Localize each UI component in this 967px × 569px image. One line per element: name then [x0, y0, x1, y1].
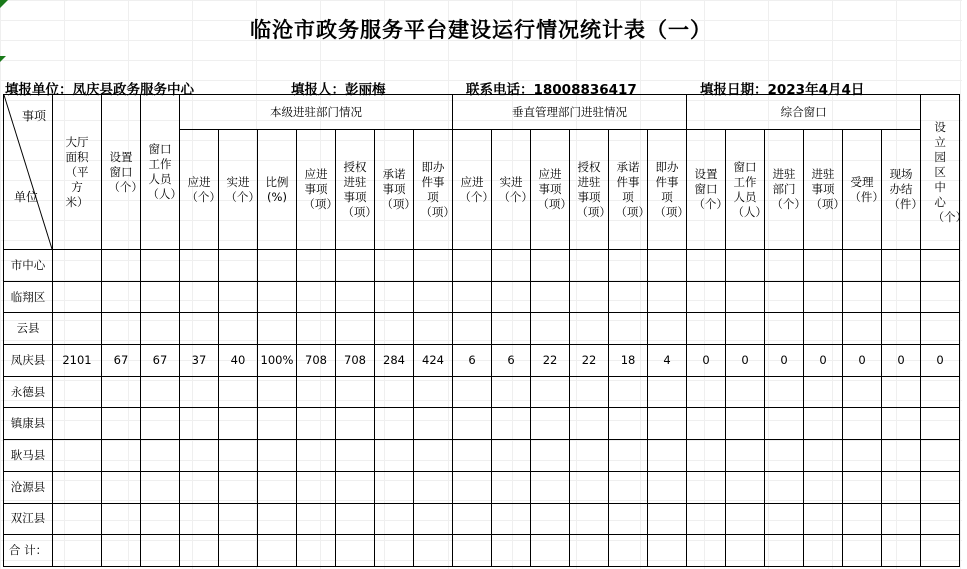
- data-cell[interactable]: [531, 313, 570, 345]
- data-cell[interactable]: [570, 503, 609, 535]
- sub-header-local: 即办件事项（项）: [414, 130, 453, 250]
- data-cell[interactable]: [765, 503, 804, 535]
- data-cell[interactable]: [804, 281, 843, 313]
- data-cell[interactable]: [180, 313, 219, 345]
- data-cell[interactable]: [375, 250, 414, 282]
- table-row: [4, 503, 960, 535]
- data-cell[interactable]: [570, 408, 609, 440]
- data-cell[interactable]: [53, 535, 102, 567]
- sub-header-window: 受理（件）: [843, 130, 882, 250]
- data-cell[interactable]: [453, 376, 492, 408]
- sub-header-vertical: 即办件事项（项）: [648, 130, 687, 250]
- sub-header-window: 现场办结（件）: [882, 130, 921, 250]
- sub-header-window: 进驻事项（项）: [804, 130, 843, 250]
- data-cell[interactable]: [843, 281, 882, 313]
- data-cell[interactable]: [375, 471, 414, 503]
- data-cell[interactable]: [414, 376, 453, 408]
- data-cell[interactable]: [765, 408, 804, 440]
- data-cell[interactable]: [531, 250, 570, 282]
- data-cell[interactable]: [141, 313, 180, 345]
- data-cell[interactable]: [804, 440, 843, 472]
- data-cell[interactable]: [336, 503, 375, 535]
- data-cell[interactable]: [102, 440, 141, 472]
- data-cell[interactable]: [570, 376, 609, 408]
- data-cell[interactable]: [570, 313, 609, 345]
- sub-header-local: 承诺事项（项）: [375, 130, 414, 250]
- sub-header-vertical: 应进（个）: [453, 130, 492, 250]
- data-cell[interactable]: [882, 471, 921, 503]
- data-cell[interactable]: [843, 313, 882, 345]
- data-cell[interactable]: [609, 471, 648, 503]
- data-cell[interactable]: [609, 440, 648, 472]
- data-cell[interactable]: [258, 440, 297, 472]
- data-cell[interactable]: [141, 250, 180, 282]
- data-cell[interactable]: [531, 281, 570, 313]
- data-cell[interactable]: [53, 281, 102, 313]
- data-cell[interactable]: [687, 408, 726, 440]
- data-cell[interactable]: [141, 408, 180, 440]
- data-cell[interactable]: [492, 408, 531, 440]
- table-row: [4, 345, 960, 377]
- data-cell[interactable]: [414, 250, 453, 282]
- data-cell[interactable]: 22: [570, 345, 609, 377]
- data-cell[interactable]: [648, 503, 687, 535]
- data-cell[interactable]: [804, 376, 843, 408]
- data-cell[interactable]: [297, 376, 336, 408]
- data-cell[interactable]: 18: [609, 345, 648, 377]
- data-cell[interactable]: [609, 535, 648, 567]
- data-cell[interactable]: [414, 535, 453, 567]
- sub-header-local: 授权进驻事项（项）: [336, 130, 375, 250]
- data-cell[interactable]: [492, 440, 531, 472]
- contact-phone: 联系电话：18008836417: [466, 82, 637, 98]
- data-cell[interactable]: [726, 503, 765, 535]
- data-cell[interactable]: [648, 376, 687, 408]
- data-cell[interactable]: [804, 250, 843, 282]
- sub-header-local: 比例(%): [258, 130, 297, 250]
- data-cell[interactable]: 6: [453, 345, 492, 377]
- table-row: [4, 471, 960, 503]
- data-cell[interactable]: [297, 471, 336, 503]
- data-cell[interactable]: [414, 503, 453, 535]
- row-unit-name[interactable]: 市中心: [4, 250, 53, 282]
- data-cell[interactable]: 0: [843, 345, 882, 377]
- data-cell[interactable]: [570, 281, 609, 313]
- data-cell[interactable]: [648, 440, 687, 472]
- group-local-departments: 本级进驻部门情况: [180, 95, 453, 130]
- data-cell[interactable]: [258, 408, 297, 440]
- group-vertical-departments: 垂直管理部门进驻情况: [453, 95, 687, 130]
- data-cell[interactable]: [882, 376, 921, 408]
- data-cell[interactable]: [609, 408, 648, 440]
- data-cell[interactable]: [882, 250, 921, 282]
- data-cell[interactable]: [102, 313, 141, 345]
- sub-header-local: 应进（个）: [180, 130, 219, 250]
- data-cell[interactable]: [843, 376, 882, 408]
- data-cell[interactable]: [102, 250, 141, 282]
- row-unit-name[interactable]: 云县: [4, 313, 53, 345]
- data-cell[interactable]: [843, 408, 882, 440]
- data-cell[interactable]: [687, 440, 726, 472]
- data-cell[interactable]: [258, 281, 297, 313]
- data-cell[interactable]: [453, 535, 492, 567]
- data-cell[interactable]: [219, 313, 258, 345]
- data-cell[interactable]: [687, 281, 726, 313]
- data-cell[interactable]: 67: [141, 345, 180, 377]
- data-cell[interactable]: [297, 313, 336, 345]
- data-cell[interactable]: [687, 503, 726, 535]
- data-cell[interactable]: [53, 376, 102, 408]
- data-cell[interactable]: [53, 503, 102, 535]
- data-cell[interactable]: [414, 313, 453, 345]
- data-cell[interactable]: [492, 471, 531, 503]
- header-windows: 设置窗口（个）: [102, 95, 141, 250]
- data-cell[interactable]: [531, 408, 570, 440]
- data-cell[interactable]: [180, 440, 219, 472]
- data-cell[interactable]: [726, 281, 765, 313]
- sub-header-window: 设置窗口（个）: [687, 130, 726, 250]
- data-cell[interactable]: [453, 471, 492, 503]
- data-cell[interactable]: [726, 313, 765, 345]
- corner-header-cell: [4, 95, 53, 250]
- data-cell[interactable]: [843, 440, 882, 472]
- sub-header-vertical: 应进事项（项）: [531, 130, 570, 250]
- data-cell[interactable]: [297, 503, 336, 535]
- data-cell[interactable]: [765, 250, 804, 282]
- sub-header-window: 窗口工作人员（人）: [726, 130, 765, 250]
- data-cell[interactable]: [648, 408, 687, 440]
- data-cell[interactable]: [297, 408, 336, 440]
- header-window-staff: 窗口工作人员（人）: [141, 95, 180, 250]
- data-cell[interactable]: [609, 281, 648, 313]
- data-cell[interactable]: [765, 376, 804, 408]
- data-cell[interactable]: [141, 376, 180, 408]
- select-all-corner[interactable]: [0, 0, 8, 8]
- sub-header-local: 实进（个）: [219, 130, 258, 250]
- page-title: 临沧市政务服务平台建设运行情况统计表（一）: [250, 18, 712, 42]
- data-cell[interactable]: [53, 250, 102, 282]
- data-cell[interactable]: [804, 471, 843, 503]
- group-comprehensive-window: 综合窗口: [687, 95, 921, 130]
- data-cell[interactable]: [726, 440, 765, 472]
- data-cell[interactable]: [687, 376, 726, 408]
- data-cell[interactable]: [414, 440, 453, 472]
- data-cell[interactable]: [609, 313, 648, 345]
- data-cell[interactable]: [53, 408, 102, 440]
- header-park-centers: 设立园区中心（个）: [921, 95, 960, 250]
- data-cell[interactable]: [609, 376, 648, 408]
- data-cell[interactable]: 67: [102, 345, 141, 377]
- data-cell[interactable]: [609, 503, 648, 535]
- data-cell[interactable]: [219, 408, 258, 440]
- data-cell[interactable]: [882, 440, 921, 472]
- data-cell[interactable]: [921, 313, 960, 345]
- table-row: [4, 250, 960, 282]
- data-cell[interactable]: [882, 313, 921, 345]
- data-cell[interactable]: [804, 535, 843, 567]
- data-cell[interactable]: [921, 281, 960, 313]
- fill-date: 填报日期：2023年4月4日: [700, 82, 865, 98]
- data-cell[interactable]: [219, 376, 258, 408]
- data-cell[interactable]: [765, 440, 804, 472]
- data-cell[interactable]: [687, 535, 726, 567]
- data-cell[interactable]: [141, 471, 180, 503]
- data-cell[interactable]: [53, 440, 102, 472]
- data-cell[interactable]: [882, 408, 921, 440]
- data-cell[interactable]: [492, 535, 531, 567]
- fill-unit: 填报单位：凤庆县政务服务中心: [5, 82, 194, 98]
- data-cell[interactable]: [375, 313, 414, 345]
- data-cell[interactable]: [921, 471, 960, 503]
- data-cell[interactable]: [180, 408, 219, 440]
- data-cell[interactable]: [141, 281, 180, 313]
- row-unit-name[interactable]: 永德县: [4, 376, 53, 408]
- data-cell[interactable]: [141, 440, 180, 472]
- data-cell[interactable]: [570, 471, 609, 503]
- data-cell[interactable]: [765, 313, 804, 345]
- corner-items-label: 事项: [21, 109, 46, 123]
- data-cell[interactable]: [531, 471, 570, 503]
- data-cell[interactable]: 424: [414, 345, 453, 377]
- data-cell[interactable]: [141, 535, 180, 567]
- data-cell[interactable]: [375, 408, 414, 440]
- data-cell[interactable]: [180, 281, 219, 313]
- data-cell[interactable]: [726, 250, 765, 282]
- data-cell[interactable]: [804, 503, 843, 535]
- data-cell[interactable]: 708: [297, 345, 336, 377]
- data-cell[interactable]: 0: [804, 345, 843, 377]
- corner-unit-label: 单位: [14, 190, 39, 204]
- data-cell[interactable]: [726, 535, 765, 567]
- data-cell[interactable]: [375, 535, 414, 567]
- data-cell[interactable]: 0: [921, 345, 960, 377]
- data-cell[interactable]: [336, 408, 375, 440]
- data-cell[interactable]: [843, 535, 882, 567]
- data-cell[interactable]: [531, 535, 570, 567]
- data-cell[interactable]: [921, 440, 960, 472]
- data-cell[interactable]: [258, 503, 297, 535]
- table-row: [4, 313, 960, 345]
- sub-header-vertical: 授权进驻事项（项）: [570, 130, 609, 250]
- data-cell[interactable]: [336, 281, 375, 313]
- data-cell[interactable]: [804, 313, 843, 345]
- header-hall-area: 大厅面积（平方米）: [53, 95, 102, 250]
- data-cell[interactable]: 0: [882, 345, 921, 377]
- data-cell[interactable]: [375, 281, 414, 313]
- data-cell[interactable]: [882, 281, 921, 313]
- data-cell[interactable]: [492, 281, 531, 313]
- data-cell[interactable]: 284: [375, 345, 414, 377]
- data-cell[interactable]: [492, 313, 531, 345]
- data-cell[interactable]: [843, 503, 882, 535]
- data-cell[interactable]: [375, 503, 414, 535]
- data-cell[interactable]: [453, 313, 492, 345]
- data-cell[interactable]: 0: [765, 345, 804, 377]
- data-cell[interactable]: [687, 250, 726, 282]
- data-cell[interactable]: [843, 471, 882, 503]
- data-cell[interactable]: 2101: [53, 345, 102, 377]
- data-cell[interactable]: [336, 471, 375, 503]
- data-cell[interactable]: [219, 250, 258, 282]
- table-row: [4, 535, 960, 567]
- data-cell[interactable]: [648, 313, 687, 345]
- data-cell[interactable]: [648, 281, 687, 313]
- data-cell[interactable]: [648, 535, 687, 567]
- data-cell[interactable]: [882, 503, 921, 535]
- data-cell[interactable]: [726, 408, 765, 440]
- data-cell[interactable]: [414, 471, 453, 503]
- data-cell[interactable]: [687, 313, 726, 345]
- data-cell[interactable]: [453, 503, 492, 535]
- sub-header-vertical: 承诺件事项（项）: [609, 130, 648, 250]
- data-cell[interactable]: [765, 535, 804, 567]
- data-cell[interactable]: [570, 440, 609, 472]
- data-cell[interactable]: [180, 250, 219, 282]
- data-cell[interactable]: 6: [492, 345, 531, 377]
- data-cell[interactable]: [180, 503, 219, 535]
- data-cell[interactable]: 0: [726, 345, 765, 377]
- data-cell[interactable]: 4: [648, 345, 687, 377]
- data-cell[interactable]: [531, 440, 570, 472]
- data-cell[interactable]: [102, 281, 141, 313]
- data-cell[interactable]: [726, 376, 765, 408]
- data-cell[interactable]: [336, 376, 375, 408]
- statistics-table: [3, 94, 967, 567]
- data-cell[interactable]: [375, 376, 414, 408]
- data-cell[interactable]: [921, 408, 960, 440]
- data-cell[interactable]: [453, 408, 492, 440]
- data-cell[interactable]: [921, 376, 960, 408]
- row-unit-name[interactable]: 合 计：: [4, 535, 53, 567]
- data-cell[interactable]: [648, 250, 687, 282]
- row-unit-name[interactable]: 镇康县: [4, 408, 53, 440]
- data-cell[interactable]: [297, 281, 336, 313]
- data-cell[interactable]: [843, 250, 882, 282]
- data-cell[interactable]: [258, 250, 297, 282]
- data-cell[interactable]: [414, 408, 453, 440]
- data-cell[interactable]: [453, 281, 492, 313]
- table-row: [4, 440, 960, 472]
- data-cell[interactable]: [882, 535, 921, 567]
- data-cell[interactable]: [570, 250, 609, 282]
- data-cell[interactable]: [336, 313, 375, 345]
- table-row: [4, 408, 960, 440]
- data-cell[interactable]: [921, 250, 960, 282]
- row-unit-name[interactable]: 耿马县: [4, 440, 53, 472]
- data-cell[interactable]: [336, 440, 375, 472]
- data-cell[interactable]: [492, 250, 531, 282]
- data-cell[interactable]: [609, 250, 648, 282]
- data-cell[interactable]: [921, 535, 960, 567]
- data-cell[interactable]: [726, 471, 765, 503]
- data-cell[interactable]: [414, 281, 453, 313]
- data-cell[interactable]: [375, 440, 414, 472]
- data-cell[interactable]: [453, 440, 492, 472]
- data-cell[interactable]: [180, 376, 219, 408]
- data-cell[interactable]: [102, 535, 141, 567]
- data-cell[interactable]: [219, 503, 258, 535]
- row-marker: [0, 56, 6, 62]
- data-cell[interactable]: [648, 471, 687, 503]
- data-cell[interactable]: [921, 503, 960, 535]
- data-cell[interactable]: 40: [219, 345, 258, 377]
- data-cell[interactable]: [219, 471, 258, 503]
- data-cell[interactable]: [453, 250, 492, 282]
- data-cell[interactable]: [258, 471, 297, 503]
- data-cell[interactable]: [765, 471, 804, 503]
- data-cell[interactable]: 100%: [258, 345, 297, 377]
- data-cell[interactable]: [258, 376, 297, 408]
- data-cell[interactable]: [141, 503, 180, 535]
- row-unit-name[interactable]: 凤庆县: [4, 345, 53, 377]
- data-cell[interactable]: [492, 376, 531, 408]
- data-cell[interactable]: [258, 313, 297, 345]
- sub-header-local: 应进事项（项）: [297, 130, 336, 250]
- data-cell[interactable]: [53, 313, 102, 345]
- data-cell[interactable]: [570, 535, 609, 567]
- data-cell[interactable]: [102, 408, 141, 440]
- data-cell[interactable]: [531, 376, 570, 408]
- sub-header-window: 进驻部门（个）: [765, 130, 804, 250]
- row-unit-name[interactable]: 双江县: [4, 503, 53, 535]
- table-row: [4, 376, 960, 408]
- data-cell[interactable]: [219, 281, 258, 313]
- data-cell[interactable]: [531, 503, 570, 535]
- data-cell[interactable]: [180, 535, 219, 567]
- data-cell[interactable]: [297, 440, 336, 472]
- data-cell[interactable]: [219, 440, 258, 472]
- data-cell[interactable]: [180, 471, 219, 503]
- data-cell[interactable]: [297, 250, 336, 282]
- data-cell[interactable]: [219, 535, 258, 567]
- data-cell[interactable]: [336, 250, 375, 282]
- row-unit-name[interactable]: 沧源县: [4, 471, 53, 503]
- data-cell[interactable]: 37: [180, 345, 219, 377]
- data-cell[interactable]: [258, 535, 297, 567]
- data-cell[interactable]: [765, 281, 804, 313]
- data-cell[interactable]: [102, 503, 141, 535]
- data-cell[interactable]: [804, 408, 843, 440]
- row-unit-name[interactable]: 临翔区: [4, 281, 53, 313]
- data-cell[interactable]: 22: [531, 345, 570, 377]
- sub-header-vertical: 实进（个）: [492, 130, 531, 250]
- data-cell[interactable]: [297, 535, 336, 567]
- data-cell[interactable]: [687, 471, 726, 503]
- data-cell[interactable]: 0: [687, 345, 726, 377]
- data-cell[interactable]: [492, 503, 531, 535]
- fill-person: 填报人：彭丽梅: [291, 82, 386, 98]
- data-cell[interactable]: 708: [336, 345, 375, 377]
- data-cell[interactable]: [102, 376, 141, 408]
- data-cell[interactable]: [53, 471, 102, 503]
- data-cell[interactable]: [102, 471, 141, 503]
- table-row: [4, 281, 960, 313]
- data-cell[interactable]: [336, 535, 375, 567]
